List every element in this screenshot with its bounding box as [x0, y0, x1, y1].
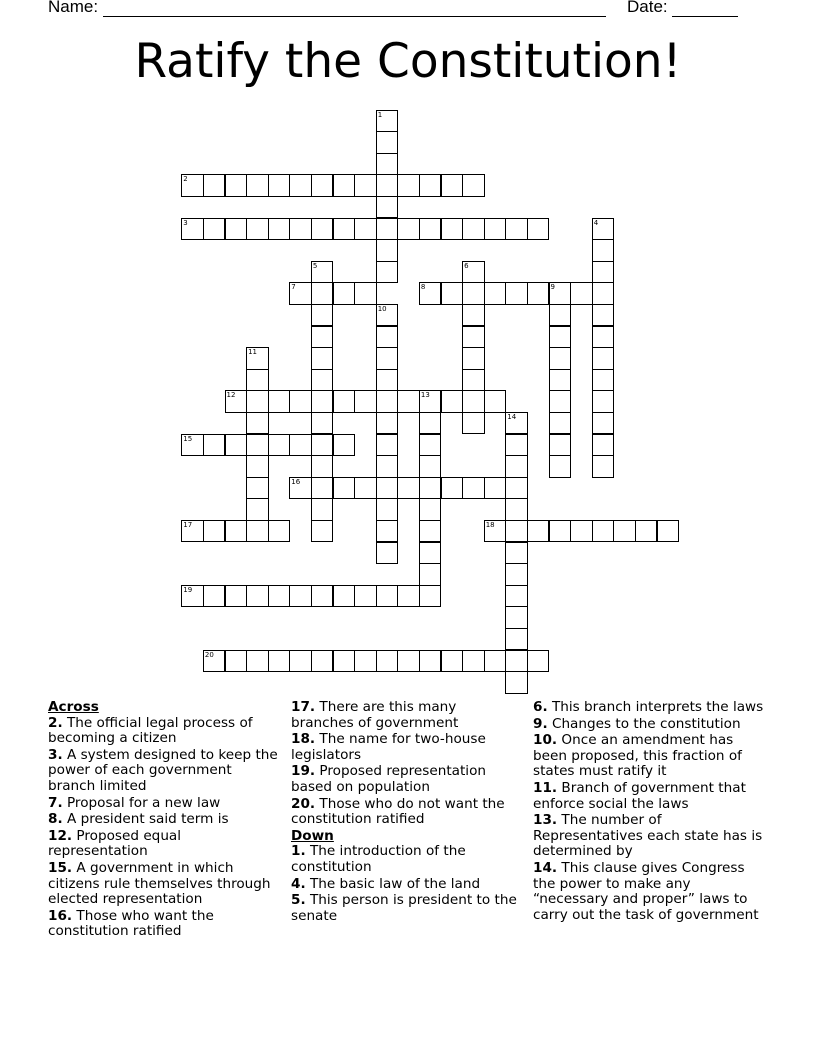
down-heading: Down: [291, 827, 334, 844]
grid-cell[interactable]: [333, 218, 356, 241]
clue-item: [48, 861, 280, 908]
grid-cell[interactable]: [441, 390, 464, 413]
grid-cell[interactable]: [376, 196, 399, 219]
grid-cell[interactable]: [441, 174, 464, 197]
grid-cell[interactable]: [549, 326, 572, 349]
clue-text: A president said term is: [62, 811, 229, 828]
clue-list: [533, 700, 769, 923]
grid-cell[interactable]: [592, 390, 615, 413]
cell-number: 6: [464, 261, 469, 270]
clue-item: [291, 732, 519, 763]
grid-cell[interactable]: [462, 390, 485, 413]
grid-cell[interactable]: [376, 218, 399, 241]
grid-cell[interactable]: [311, 174, 334, 197]
grid-cell[interactable]: [419, 434, 442, 457]
grid-cell[interactable]: [181, 174, 204, 197]
grid-cell[interactable]: [225, 650, 248, 673]
grid-cell[interactable]: [268, 434, 291, 457]
grid-cell[interactable]: [311, 520, 334, 543]
clue-item: [533, 781, 769, 812]
grid-cell[interactable]: [484, 218, 507, 241]
grid-cell[interactable]: [376, 369, 399, 392]
date-label: Date:: [627, 0, 668, 16]
grid-cell[interactable]: [376, 455, 399, 478]
grid-cell[interactable]: [181, 585, 204, 608]
cell-number: 16: [291, 477, 301, 486]
grid-cell[interactable]: [268, 174, 291, 197]
clue-number: 17.: [291, 699, 316, 715]
grid-cell[interactable]: [549, 390, 572, 413]
grid-cell[interactable]: [246, 585, 269, 608]
grid-cell[interactable]: [246, 174, 269, 197]
grid-cell[interactable]: [613, 520, 636, 543]
grid-cell[interactable]: [592, 239, 615, 262]
grid-cell[interactable]: [289, 282, 312, 305]
grid-cell[interactable]: [225, 390, 248, 413]
clue-text: Those who do not want the constitution ratified: [291, 795, 505, 828]
grid-cell[interactable]: [419, 390, 442, 413]
grid-cell[interactable]: [592, 261, 615, 284]
clue-list: [291, 700, 519, 828]
clue-item: [533, 861, 769, 923]
grid-cell[interactable]: [462, 304, 485, 327]
grid-cell[interactable]: [376, 498, 399, 521]
clue-item: [48, 748, 280, 795]
grid-cell[interactable]: [549, 347, 572, 370]
cell-number: 19: [183, 585, 193, 594]
grid-cell[interactable]: [333, 585, 356, 608]
clues-column-1: [48, 700, 280, 941]
grid-cell[interactable]: [505, 477, 528, 500]
clue-text: The basic law of the land: [305, 875, 481, 892]
clue-list: [48, 716, 280, 940]
cell-number: 5: [312, 261, 318, 270]
grid-cell[interactable]: [527, 218, 550, 241]
grid-cell[interactable]: [419, 585, 442, 608]
grid-cell[interactable]: [246, 434, 269, 457]
grid-cell[interactable]: [246, 412, 269, 435]
grid-cell[interactable]: [311, 326, 334, 349]
clue-number: 9.: [533, 715, 548, 732]
grid-cell[interactable]: [289, 650, 312, 673]
cell-number: 12: [226, 391, 236, 400]
clue-number: 8.: [48, 811, 63, 828]
clue-list: [291, 844, 519, 924]
grid-cell[interactable]: [246, 455, 269, 478]
grid-cell[interactable]: [333, 434, 356, 457]
grid-cell[interactable]: [376, 434, 399, 457]
grid-cell[interactable]: [397, 650, 420, 673]
grid-cell[interactable]: [311, 282, 334, 305]
grid-cell[interactable]: [311, 390, 334, 413]
grid-cell[interactable]: [419, 412, 442, 435]
clue-item: [48, 909, 280, 940]
clue-text: Proposal for a new law: [62, 794, 221, 811]
grid-cell[interactable]: [246, 650, 269, 673]
grid-cell[interactable]: [376, 174, 399, 197]
grid-cell[interactable]: [225, 434, 248, 457]
grid-cell[interactable]: [462, 650, 485, 673]
clue-number: 4.: [291, 875, 306, 892]
grid-cell[interactable]: [549, 369, 572, 392]
grid-cell[interactable]: [505, 434, 528, 457]
grid-cell[interactable]: [203, 650, 226, 673]
grid-cell[interactable]: [505, 585, 528, 608]
grid-cell[interactable]: [549, 434, 572, 457]
cell-number: 10: [377, 304, 387, 313]
clue-item: [533, 700, 769, 716]
grid-cell[interactable]: [505, 412, 528, 435]
cell-number: 20: [204, 650, 214, 659]
grid-cell[interactable]: [462, 174, 485, 197]
grid-cell[interactable]: [376, 412, 399, 435]
grid-cell[interactable]: [268, 650, 291, 673]
grid-cell[interactable]: [376, 585, 399, 608]
grid-cell[interactable]: [181, 218, 204, 241]
grid-cell[interactable]: [181, 520, 204, 543]
grid-cell[interactable]: [246, 390, 269, 413]
clue-number: 19.: [291, 763, 316, 780]
grid-cell[interactable]: [268, 218, 291, 241]
clue-text: Proposed equal representation: [48, 827, 182, 860]
grid-cell[interactable]: [570, 520, 593, 543]
grid-cell[interactable]: [527, 520, 550, 543]
grid-cell[interactable]: [505, 542, 528, 565]
cell-number: 8: [420, 283, 426, 292]
clue-text: The name for two-house legislators: [291, 731, 486, 763]
grid-cell[interactable]: [333, 174, 356, 197]
grid-cell[interactable]: [311, 218, 334, 241]
grid-cell[interactable]: [462, 218, 485, 241]
grid-cell[interactable]: [419, 542, 442, 565]
grid-cell[interactable]: [484, 650, 507, 673]
grid-cell[interactable]: [549, 520, 572, 543]
clue-number: 2.: [48, 714, 63, 731]
cell-number: 14: [507, 412, 517, 421]
grid-cell[interactable]: [376, 650, 399, 673]
grid-cell[interactable]: [268, 390, 291, 413]
grid-cell[interactable]: [441, 218, 464, 241]
clues-column-3: [533, 700, 769, 924]
cell-number: 4: [593, 218, 599, 227]
grid-cell[interactable]: [549, 304, 572, 327]
clue-text: Branch of government that enforce social the laws: [533, 779, 746, 812]
grid-cell[interactable]: [441, 650, 464, 673]
page-title: Ratify the Constitution!: [134, 34, 682, 89]
clue-text: Proposed representation based on population: [291, 763, 487, 795]
grid-cell[interactable]: [419, 650, 442, 673]
grid-cell[interactable]: [354, 218, 377, 241]
clues-column-2: [291, 700, 519, 925]
grid-cell[interactable]: [376, 261, 399, 284]
cell-number: 3: [183, 218, 188, 227]
clue-number: 12.: [48, 827, 73, 844]
grid-cell[interactable]: [592, 434, 615, 457]
grid-cell[interactable]: [505, 628, 528, 651]
grid-cell[interactable]: [376, 477, 399, 500]
grid-cell[interactable]: [419, 520, 442, 543]
grid-cell[interactable]: [484, 282, 507, 305]
clue-number: 7.: [48, 794, 63, 811]
grid-cell[interactable]: [484, 520, 507, 543]
grid-cell[interactable]: [246, 498, 269, 521]
grid-cell[interactable]: [505, 498, 528, 521]
grid-cell[interactable]: [419, 563, 442, 586]
cell-number: 17: [183, 520, 193, 529]
grid-cell[interactable]: [462, 282, 485, 305]
grid-cell[interactable]: [268, 520, 291, 543]
clue-number: 1.: [291, 843, 306, 860]
grid-cell[interactable]: [311, 498, 334, 521]
grid-cell[interactable]: [225, 520, 248, 543]
cell-number: 9: [550, 283, 555, 292]
clue-number: 11.: [533, 779, 558, 796]
grid-cell[interactable]: [376, 542, 399, 565]
grid-cell[interactable]: [549, 412, 572, 435]
cell-number: 15: [183, 434, 193, 443]
grid-cell[interactable]: [354, 477, 377, 500]
grid-cell[interactable]: [397, 218, 420, 241]
clue-item: [291, 877, 519, 893]
grid-cell[interactable]: [268, 585, 291, 608]
clue-text: There are this many branches of government: [291, 699, 459, 731]
clue-text: Once an amendment has been proposed, this fraction of states must ratify it: [533, 732, 742, 780]
grid-cell[interactable]: [462, 477, 485, 500]
grid-cell[interactable]: [505, 563, 528, 586]
grid-cell[interactable]: [246, 477, 269, 500]
grid-cell[interactable]: [376, 110, 399, 133]
clue-text: Changes to the constitution: [547, 715, 741, 732]
grid-cell[interactable]: [419, 477, 442, 500]
grid-cell[interactable]: [419, 498, 442, 521]
grid-cell[interactable]: [527, 650, 550, 673]
clue-text: This clause gives Congress the power to make any “necessary and proper” laws to carry out the task of government: [533, 859, 759, 923]
grid-cell[interactable]: [397, 477, 420, 500]
grid-cell[interactable]: [311, 650, 334, 673]
clue-item: [48, 716, 280, 747]
grid-cell[interactable]: [592, 347, 615, 370]
clue-text: This branch interprets the laws: [547, 699, 764, 715]
grid-cell[interactable]: [462, 326, 485, 349]
grid-cell[interactable]: [505, 650, 528, 673]
grid-cell[interactable]: [549, 282, 572, 305]
grid-cell[interactable]: [505, 282, 528, 305]
clue-text: The number of Representatives each state has is determined by: [533, 812, 763, 860]
clue-number: 15.: [48, 859, 73, 876]
grid-cell[interactable]: [592, 282, 615, 305]
grid-cell[interactable]: [505, 671, 528, 694]
clue-number: 5.: [291, 892, 306, 909]
clue-item: [291, 893, 519, 924]
grid-cell[interactable]: [397, 174, 420, 197]
grid-cell[interactable]: [592, 369, 615, 392]
grid-cell[interactable]: [592, 326, 615, 349]
grid-cell[interactable]: [505, 218, 528, 241]
grid-cell[interactable]: [311, 369, 334, 392]
grid-cell[interactable]: [397, 390, 420, 413]
grid-cell[interactable]: [419, 174, 442, 197]
clue-number: 14.: [533, 859, 558, 876]
grid-cell[interactable]: [441, 282, 464, 305]
clue-number: 18.: [291, 731, 316, 748]
grid-cell[interactable]: [549, 455, 572, 478]
clue-text: This person is president to the senate: [291, 892, 517, 924]
clue-number: 3.: [48, 746, 63, 763]
grid-cell[interactable]: [419, 218, 442, 241]
grid-cell[interactable]: [181, 434, 204, 457]
clue-text: A government in which citizens rule themselves through elected representation: [48, 859, 271, 908]
grid-cell[interactable]: [333, 650, 356, 673]
clue-item: [291, 764, 519, 795]
grid-cell[interactable]: [246, 347, 269, 370]
grid-cell[interactable]: [419, 282, 442, 305]
grid-cell[interactable]: [203, 585, 226, 608]
grid-cell[interactable]: [462, 261, 485, 284]
grid-cell[interactable]: [376, 326, 399, 349]
clue-item: [533, 717, 769, 733]
grid-cell[interactable]: [354, 174, 377, 197]
grid-cell[interactable]: [311, 455, 334, 478]
grid-cell[interactable]: [592, 455, 615, 478]
grid-cell[interactable]: [419, 455, 442, 478]
cell-number: 1: [377, 110, 383, 119]
grid-cell[interactable]: [462, 369, 485, 392]
across-heading: Across: [48, 699, 99, 715]
grid-cell[interactable]: [289, 434, 312, 457]
grid-cell[interactable]: [570, 282, 593, 305]
grid-cell[interactable]: [441, 477, 464, 500]
grid-cell[interactable]: [376, 131, 399, 154]
grid-cell[interactable]: [527, 282, 550, 305]
grid-cell[interactable]: [311, 304, 334, 327]
grid-cell[interactable]: [354, 282, 377, 305]
cell-number: 2: [183, 175, 188, 184]
grid-cell[interactable]: [289, 390, 312, 413]
grid-cell[interactable]: [376, 239, 399, 262]
grid-cell[interactable]: [289, 218, 312, 241]
grid-cell[interactable]: [333, 477, 356, 500]
grid-cell[interactable]: [354, 390, 377, 413]
grid-cell[interactable]: [354, 650, 377, 673]
grid-cell[interactable]: [311, 477, 334, 500]
grid-cell[interactable]: [289, 477, 312, 500]
grid-cell[interactable]: [592, 304, 615, 327]
grid-cell[interactable]: [311, 412, 334, 435]
grid-cell[interactable]: [592, 412, 615, 435]
grid-cell[interactable]: [203, 174, 226, 197]
grid-cell[interactable]: [505, 455, 528, 478]
cell-number: 18: [485, 520, 495, 529]
grid-cell[interactable]: [505, 520, 528, 543]
clue-number: 10.: [533, 732, 558, 749]
clue-item: [533, 733, 769, 780]
grid-cell[interactable]: [657, 520, 680, 543]
clue-text: Those who want the constitution ratified: [48, 907, 214, 940]
grid-cell[interactable]: [333, 282, 356, 305]
grid-cell[interactable]: [354, 585, 377, 608]
grid-cell[interactable]: [246, 218, 269, 241]
grid-cell[interactable]: [311, 261, 334, 284]
grid-cell[interactable]: [225, 585, 248, 608]
clue-item: [291, 700, 519, 731]
grid-cell[interactable]: [246, 520, 269, 543]
grid-cell[interactable]: [246, 369, 269, 392]
grid-cell[interactable]: [462, 347, 485, 370]
grid-cell[interactable]: [203, 520, 226, 543]
clue-number: 13.: [533, 812, 558, 829]
grid-cell[interactable]: [376, 153, 399, 176]
grid-cell[interactable]: [311, 347, 334, 370]
clue-item: [48, 829, 280, 860]
grid-cell[interactable]: [225, 174, 248, 197]
clue-item: [533, 813, 769, 860]
grid-cell[interactable]: [225, 218, 248, 241]
grid-cell[interactable]: [635, 520, 658, 543]
grid-cell[interactable]: [311, 585, 334, 608]
grid-cell[interactable]: [311, 434, 334, 457]
grid-cell[interactable]: [289, 174, 312, 197]
grid-cell[interactable]: [376, 390, 399, 413]
clue-number: 6.: [533, 699, 548, 715]
grid-cell[interactable]: [462, 412, 485, 435]
cell-number: 7: [291, 283, 296, 292]
name-label: Name:: [48, 0, 99, 16]
grid-cell[interactable]: [484, 477, 507, 500]
grid-cell[interactable]: [376, 347, 399, 370]
clue-item: [48, 812, 280, 828]
clue-number: 20.: [291, 795, 316, 812]
grid-cell[interactable]: [203, 434, 226, 457]
grid-cell[interactable]: [505, 606, 528, 629]
grid-cell[interactable]: [397, 585, 420, 608]
clue-text: The official legal process of becoming a citizen: [48, 714, 253, 747]
grid-cell[interactable]: [484, 390, 507, 413]
grid-cell[interactable]: [333, 390, 356, 413]
grid-cell[interactable]: [592, 218, 615, 241]
clue-text: A system designed to keep the power of each government branch limited: [48, 746, 278, 794]
grid-cell[interactable]: [203, 218, 226, 241]
grid-cell[interactable]: [289, 585, 312, 608]
grid-cell[interactable]: [376, 520, 399, 543]
clue-item: [48, 796, 280, 812]
grid-cell[interactable]: [376, 304, 399, 327]
cell-number: 11: [248, 348, 258, 357]
clue-item: [291, 797, 519, 828]
clue-text: The introduction of the constitution: [291, 843, 466, 875]
grid-cell[interactable]: [592, 520, 615, 543]
cell-number: 13: [420, 391, 430, 400]
clue-number: 16.: [48, 907, 73, 924]
clue-item: [291, 844, 519, 875]
